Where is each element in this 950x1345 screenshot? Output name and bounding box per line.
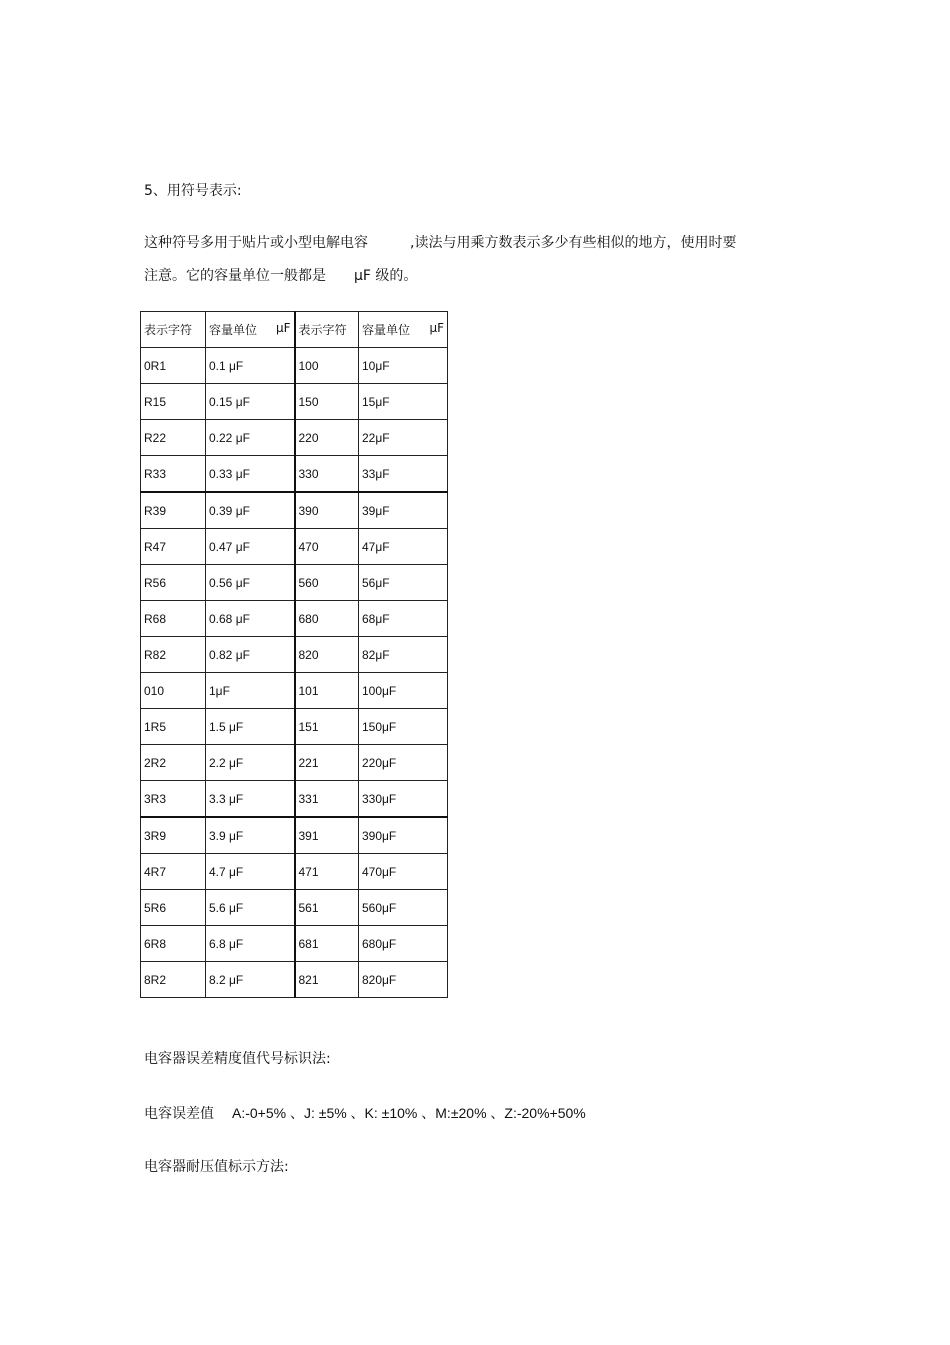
header-capacitance-1: 容量单位 μF	[206, 312, 295, 348]
cell-capacitance: 47μF	[359, 529, 448, 565]
cell-code: 100	[295, 348, 359, 384]
cell-capacitance: 8.2 μF	[206, 962, 295, 998]
cell-code: 681	[295, 926, 359, 962]
cell-code: 8R2	[141, 962, 206, 998]
header-capacitance-2: 容量单位 μF	[359, 312, 448, 348]
cell-code: 151	[295, 709, 359, 745]
cell-capacitance: 0.33 μF	[206, 456, 295, 493]
table-row	[141, 420, 448, 456]
cell-code: 821	[295, 962, 359, 998]
cell-capacitance: 68μF	[359, 601, 448, 637]
table-row	[141, 817, 448, 854]
cell-code: 221	[295, 745, 359, 781]
cell-capacitance: 2.2 μF	[206, 745, 295, 781]
cell-capacitance: 15μF	[359, 384, 448, 420]
cell-capacitance: 100μF	[359, 673, 448, 709]
cell-capacitance: 680μF	[359, 926, 448, 962]
table-row	[141, 709, 448, 745]
cell-capacitance: 560μF	[359, 890, 448, 926]
cell-code: 820	[295, 637, 359, 673]
cell-capacitance: 0.1 μF	[206, 348, 295, 384]
header-code-2: 表示字符	[295, 312, 359, 348]
cell-code: 3R3	[141, 781, 206, 818]
cell-code: 0R1	[141, 348, 206, 384]
cell-capacitance: 56μF	[359, 565, 448, 601]
paragraph-text: 这种符号多用于贴片或小型电解电容	[144, 235, 368, 251]
cell-code: 560	[295, 565, 359, 601]
cell-capacitance: 330μF	[359, 781, 448, 818]
table-row	[141, 565, 448, 601]
cell-code: 330	[295, 456, 359, 493]
table-row	[141, 384, 448, 420]
cell-capacitance: 0.39 μF	[206, 492, 295, 529]
cell-capacitance: 470μF	[359, 854, 448, 890]
cell-code: 3R9	[141, 817, 206, 854]
cell-capacitance: 0.82 μF	[206, 637, 295, 673]
paragraph-line-1	[144, 233, 736, 253]
paragraph-text: μF 级的。	[354, 268, 418, 284]
cell-capacitance: 0.56 μF	[206, 565, 295, 601]
cell-code: 101	[295, 673, 359, 709]
cell-code: 470	[295, 529, 359, 565]
table-row	[141, 781, 448, 818]
tolerance-values: A:-0+5% 、J: ±5% 、K: ±10% 、M:±20% 、Z:-20%+50%	[232, 1105, 586, 1121]
table-row	[141, 673, 448, 709]
table-row	[141, 601, 448, 637]
cell-capacitance: 1.5 μF	[206, 709, 295, 745]
cell-capacitance: 3.9 μF	[206, 817, 295, 854]
table-row	[141, 456, 448, 493]
table-row	[141, 926, 448, 962]
cell-code: 6R8	[141, 926, 206, 962]
cell-code: 561	[295, 890, 359, 926]
cell-code: R33	[141, 456, 206, 493]
tolerance-title: 电容器误差精度值代号标识法:	[144, 1051, 331, 1067]
header-code-1: 表示字符	[141, 312, 206, 348]
cell-capacitance: 22μF	[359, 420, 448, 456]
cell-code: 5R6	[141, 890, 206, 926]
cell-capacitance: 39μF	[359, 492, 448, 529]
tolerance-line	[144, 1103, 586, 1124]
section-heading: 5、用符号表示:	[144, 183, 242, 199]
cell-code: 680	[295, 601, 359, 637]
cell-code: 391	[295, 817, 359, 854]
table-row	[141, 529, 448, 565]
cell-code: R47	[141, 529, 206, 565]
cell-capacitance: 390μF	[359, 817, 448, 854]
table-row	[141, 348, 448, 384]
table-row	[141, 890, 448, 926]
cell-capacitance: 0.68 μF	[206, 601, 295, 637]
cell-code: R39	[141, 492, 206, 529]
cell-capacitance: 33μF	[359, 456, 448, 493]
cell-capacitance: 0.22 μF	[206, 420, 295, 456]
cell-capacitance: 0.15 μF	[206, 384, 295, 420]
tolerance-label: 电容误差值	[144, 1106, 214, 1122]
table-row	[141, 492, 448, 529]
cell-code: 220	[295, 420, 359, 456]
cell-capacitance: 220μF	[359, 745, 448, 781]
table-row	[141, 637, 448, 673]
cell-code: 390	[295, 492, 359, 529]
paragraph-line-2	[144, 266, 417, 286]
table-header-row	[141, 312, 448, 348]
cell-capacitance: 1μF	[206, 673, 295, 709]
cell-capacitance: 82μF	[359, 637, 448, 673]
cell-code: R22	[141, 420, 206, 456]
cell-code: R82	[141, 637, 206, 673]
cell-code: 471	[295, 854, 359, 890]
cell-code: R68	[141, 601, 206, 637]
cell-code: 150	[295, 384, 359, 420]
cell-code: 010	[141, 673, 206, 709]
cell-code: 1R5	[141, 709, 206, 745]
cell-code: R15	[141, 384, 206, 420]
cell-capacitance: 150μF	[359, 709, 448, 745]
cell-code: 331	[295, 781, 359, 818]
cell-capacitance: 3.3 μF	[206, 781, 295, 818]
cell-code: 4R7	[141, 854, 206, 890]
cell-capacitance: 0.47 μF	[206, 529, 295, 565]
cell-capacitance: 5.6 μF	[206, 890, 295, 926]
voltage-title: 电容器耐压值标示方法:	[144, 1159, 289, 1175]
cell-code: 2R2	[141, 745, 206, 781]
table-row	[141, 745, 448, 781]
cell-code: R56	[141, 565, 206, 601]
cell-capacitance: 820μF	[359, 962, 448, 998]
table-row	[141, 854, 448, 890]
cell-capacitance: 10μF	[359, 348, 448, 384]
paragraph-text: 注意。它的容量单位一般都是	[144, 268, 326, 284]
cell-capacitance: 6.8 μF	[206, 926, 295, 962]
capacitance-code-table	[140, 311, 448, 998]
cell-capacitance: 4.7 μF	[206, 854, 295, 890]
table-row	[141, 962, 448, 998]
paragraph-text: ,读法与用乘方数表示多少有些相似的地方，使用时要	[410, 235, 737, 251]
